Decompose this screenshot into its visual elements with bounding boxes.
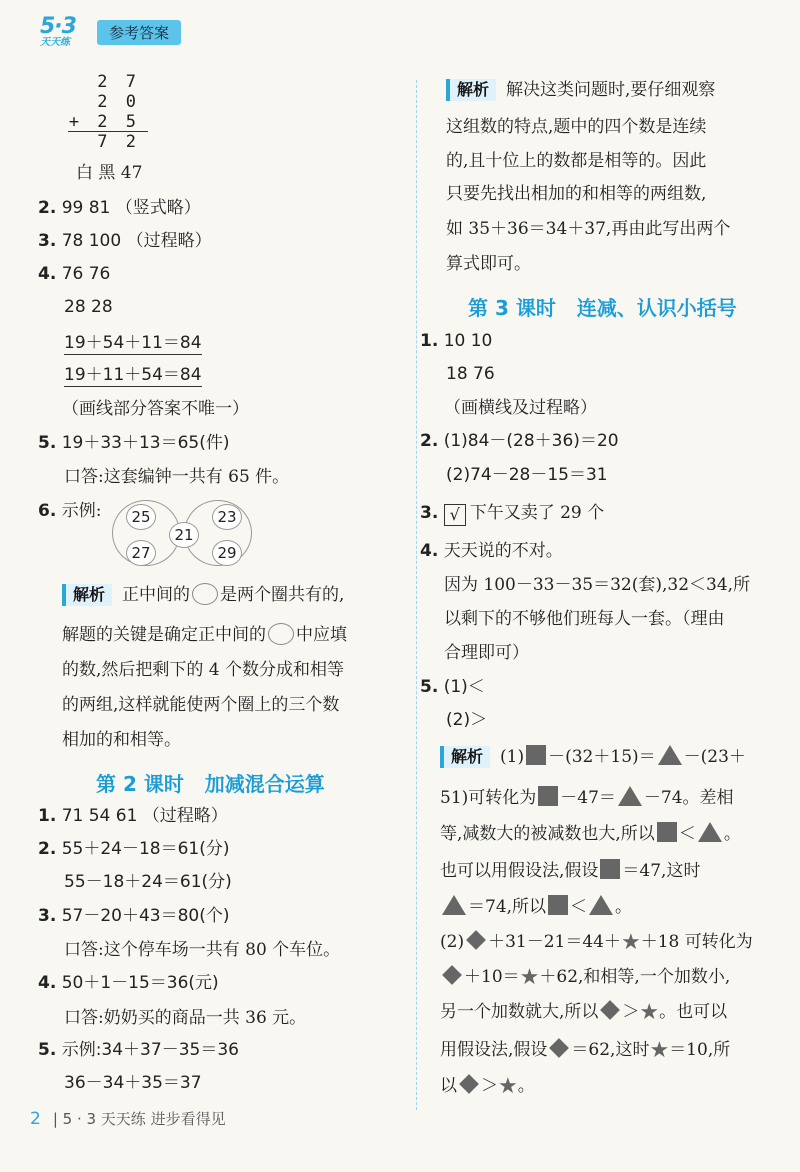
l2-q3: 3. 57－20＋43＝80(个) [38, 906, 230, 926]
flower-icon [268, 623, 294, 645]
analysis-top-line3: 的,且十位上的数都是相等的。因此 [446, 151, 707, 171]
analysis-top-line5: 如 35＋36＝34＋37,再由此写出两个 [446, 219, 731, 239]
q4-eq1: 19＋54＋11＝84 [64, 333, 202, 353]
q5-row: 5. 19＋33＋13＝65(件) [38, 433, 230, 453]
analysis1-line1: 解析 正中间的 是两个圈共有的, [62, 583, 344, 607]
r-q2-line2: (2)74－28－15＝31 [446, 465, 608, 485]
lesson2-title: 第 2 课时 加减混合运算 [96, 772, 325, 796]
l2-q2: 2. 55＋24－18＝61(分) [38, 839, 230, 859]
r-q2: 2. (1)84－(28＋36)＝20 [420, 431, 619, 451]
triangle-icon [658, 745, 682, 765]
analysis2-line10: 以 ＞★。 [440, 1074, 535, 1099]
analysis-tag: 解析 [62, 584, 112, 606]
square-icon [526, 745, 546, 765]
flower-icon [192, 583, 218, 605]
star-icon: ★ [498, 1074, 518, 1099]
r-q4-line2: 因为 100－33－35＝32(套),32＜34,所 [444, 575, 751, 595]
star-icon: ★ [639, 1000, 660, 1025]
analysis1-line5: 相加的和相等。 [62, 730, 181, 750]
diamond-icon [466, 930, 486, 950]
r-q1: 1. 10 10 [420, 331, 493, 351]
black-white-answer: 白 黑 47 [76, 163, 143, 183]
circle-sum-diagram [108, 500, 258, 568]
diamond-icon [459, 1074, 479, 1094]
column-divider [416, 80, 417, 1110]
star-icon: ★ [621, 930, 641, 955]
q2-row: 2. 99 81 （竖式略） [38, 198, 201, 218]
q5-answer: 口答:这套编钟一共有 65 件。 [64, 467, 290, 487]
analysis1-line2: 解题的关键是确定正中间的 中应填 [62, 625, 347, 645]
cloud-num: 25 [126, 504, 156, 530]
analysis2-line4: 也可以用假设法,假设 ＝47,这时 [440, 861, 701, 881]
l2-q5: 5. 示例:34＋37－35＝36 [38, 1040, 239, 1060]
square-icon [538, 786, 558, 806]
q4-note: （画线部分答案不唯一） [62, 399, 249, 419]
analysis2-line3: 等,减数大的被减数也大,所以 ＜ 。 [440, 824, 741, 844]
cloud-num: 27 [126, 540, 156, 566]
analysis-top-line4: 只要先找出相加的和相等的两组数, [446, 184, 707, 204]
l2-q5-line2: 36－34＋35＝37 [64, 1073, 202, 1093]
q4-eq2: 19＋11＋54＝84 [64, 365, 202, 385]
l2-q4-answer: 口答:奶奶买的商品一共 36 元。 [64, 1008, 307, 1028]
l2-q2-line2: 55－18＋24＝61(分) [64, 872, 232, 892]
analysis-top-line1: 解析 解决这类问题时,要仔细观察 [446, 78, 715, 102]
cloud-num-center: 21 [169, 522, 199, 548]
q6-row: 6. 示例: [38, 501, 102, 521]
q3-row: 3. 78 100 （过程略） [38, 231, 212, 251]
diamond-icon [442, 965, 462, 985]
diamond-icon [601, 1000, 621, 1020]
cloud-num: 29 [212, 540, 242, 566]
answer-key-badge: 参考答案 [97, 20, 181, 45]
analysis2-line5: ＝74,所以 ＜ 。 [440, 895, 632, 918]
cloud-num: 23 [212, 504, 242, 530]
r-q1-line2: 18 76 [446, 364, 495, 384]
r-q5-line2: (2)＞ [446, 710, 488, 730]
check-icon: √ [444, 504, 466, 526]
q4-line2: 28 28 [64, 297, 113, 317]
triangle-icon [698, 822, 722, 842]
analysis2-line9: 用假设法,假设 ＝62,这时★＝10,所 [440, 1038, 731, 1063]
r-q4-line3: 以剩下的不够他们班每人一套。（理由 [444, 609, 725, 629]
l2-q1: 1. 71 54 61 （过程略） [38, 806, 228, 826]
diamond-icon [550, 1038, 570, 1058]
r-q5: 5. (1)＜ [420, 677, 485, 697]
triangle-icon [589, 895, 613, 915]
analysis2-line1: 解析 (1) －(32＋15)＝ －(23＋ [440, 745, 746, 769]
square-icon [657, 822, 677, 842]
brand-logo: 5·3 天天练 [40, 14, 76, 48]
square-icon [548, 895, 568, 915]
page-number: 2 [30, 1109, 41, 1129]
page-footer: 2 | 5 · 3 天天练 进步看得见 [30, 1109, 226, 1129]
analysis1-line3: 的数,然后把剩下的 4 个数分成和相等 [62, 660, 345, 680]
r-q4-line4: 合理即可） [444, 643, 529, 663]
analysis1-line4: 的两组,这样就能使两个圈上的三个数 [62, 695, 340, 715]
r-q4: 4. 天天说的不对。 [420, 541, 563, 561]
analysis-top-line2: 这组数的特点,题中的四个数是连续 [446, 117, 707, 137]
l2-q3-answer: 口答:这个停车场一共有 80 个车位。 [64, 940, 341, 960]
square-icon [600, 859, 620, 879]
analysis2-line6: (2) ＋31－21＝44＋★＋18 可转化为 [440, 930, 753, 955]
analysis-tag: 解析 [446, 79, 496, 101]
star-icon: ★ [649, 1038, 670, 1063]
analysis2-line2: 51)可转化为 －47＝ －74。差相 [440, 788, 734, 808]
lesson3-title: 第 3 课时 连减、认识小括号 [468, 296, 737, 320]
r-q1-note: （画横线及过程略） [444, 398, 597, 418]
q4-row: 4. 76 76 [38, 264, 111, 284]
star-icon: ★ [519, 965, 540, 990]
vertical-addition: 2 7 2 0 + 2 5 7 2 [68, 72, 148, 152]
triangle-icon [618, 786, 642, 806]
analysis2-line7: ＋10＝★＋62,和相等,一个加数小, [440, 966, 730, 988]
analysis2-line8: 另一个加数就大,所以 ＞★。也可以 [440, 1000, 728, 1025]
analysis-top-line6: 算式即可。 [446, 254, 531, 274]
l2-q4: 4. 50＋1－15＝36(元) [38, 973, 219, 993]
triangle-icon [442, 895, 466, 915]
r-q3: 3. √ 下午又卖了 29 个 [420, 503, 605, 524]
analysis-tag: 解析 [440, 746, 490, 768]
